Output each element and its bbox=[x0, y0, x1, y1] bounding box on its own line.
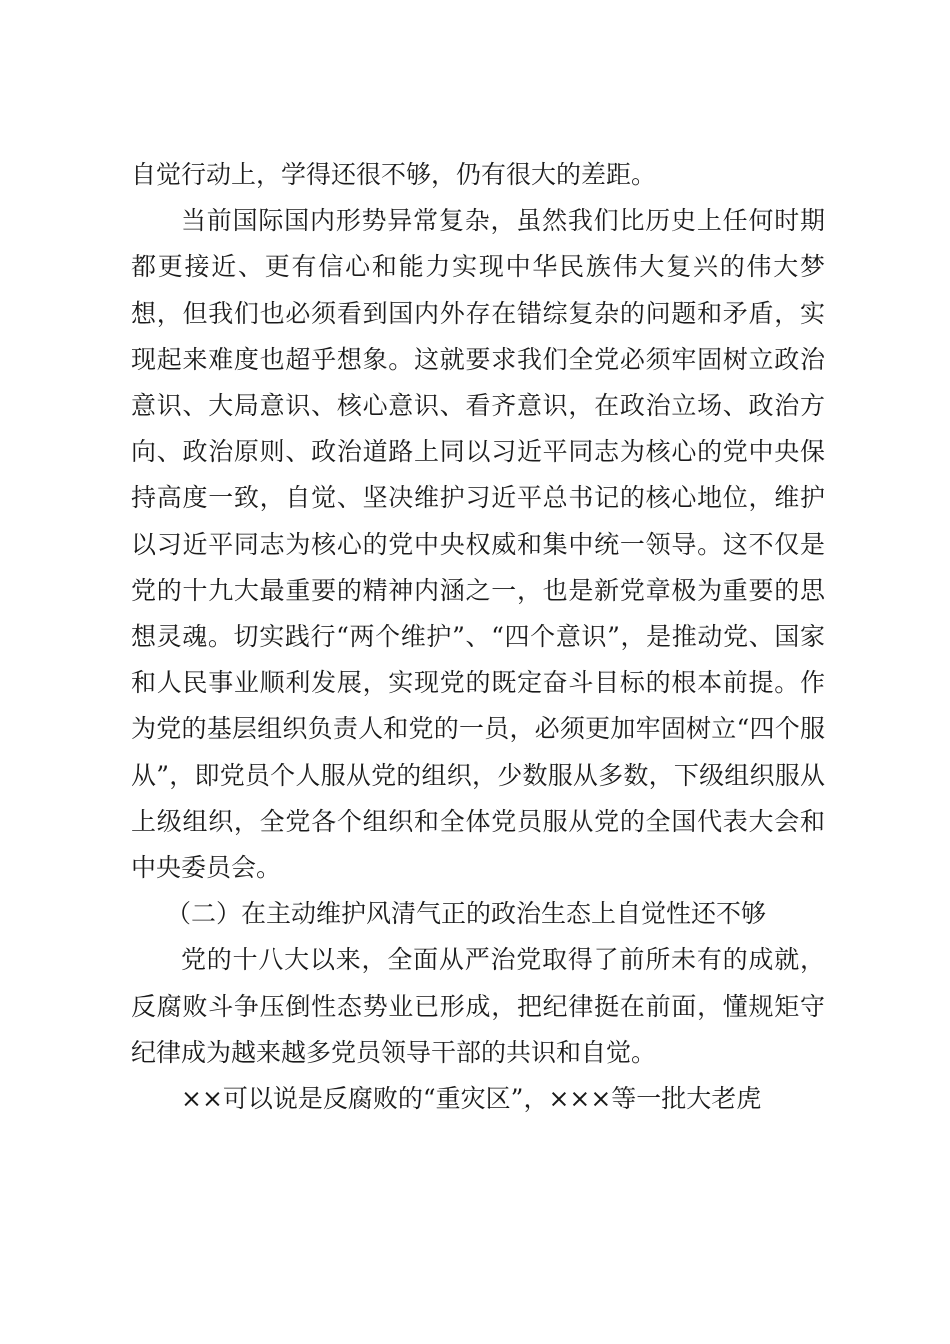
paragraph-situation: 当前国际国内形势异常复杂，虽然我们比历史上任何时期都更接近、更有信心和能力实现中华民族伟大复兴的伟大梦想，但我们也必须看到国内外存在错综复杂的问题和矛盾，实现起来难度也超乎想象。这就要求我们全党必须牢固树立政治意识、大局意识、核心意识、看齐意识，在政治立场、政治方向、政治原则、政治道路上同以习近平同志为核心的党中央保持高度一致，自觉、坚决维护习近平总书记的核心地位，维护以习近平同志为核心的党中央权威和集中统一领导。这不仅是党的十九大最重要的精神内涵之一，也是新党章极为重要的思想灵魂。切实践行“两个维护”、“四个意识”，是推动党、国家和人民事业顺利发展，实现党的既定奋斗目标的根本前提。作为党的基层组织负责人和党的一员，必须更加牢固树立“四个服从”，即党员个人服从党的组织，少数服从多数，下级组织服从上级组织，全党各个组织和全体党员服从党的全国代表大会和中央委员会。 bbox=[131, 206, 825, 883]
paragraph-discipline: 党的十八大以来，全面从严治党取得了前所未有的成就，反腐败斗争压倒性态势业已形成，把纪律挺在前面，懂规矩守纪律成为越来越多党员领导干部的共识和自觉。 bbox=[131, 945, 825, 1067]
document-body bbox=[131, 152, 825, 1122]
paragraph-anticorruption: ××可以说是反腐败的“重灾区”，×××等一批大老虎 bbox=[181, 1084, 762, 1114]
paragraph-continuation: 自觉行动上，学得还很不够，仍有很大的差距。 bbox=[131, 160, 657, 189]
section-heading: （二）在主动维护风清气正的政治生态上自觉性还不够 bbox=[166, 899, 767, 929]
